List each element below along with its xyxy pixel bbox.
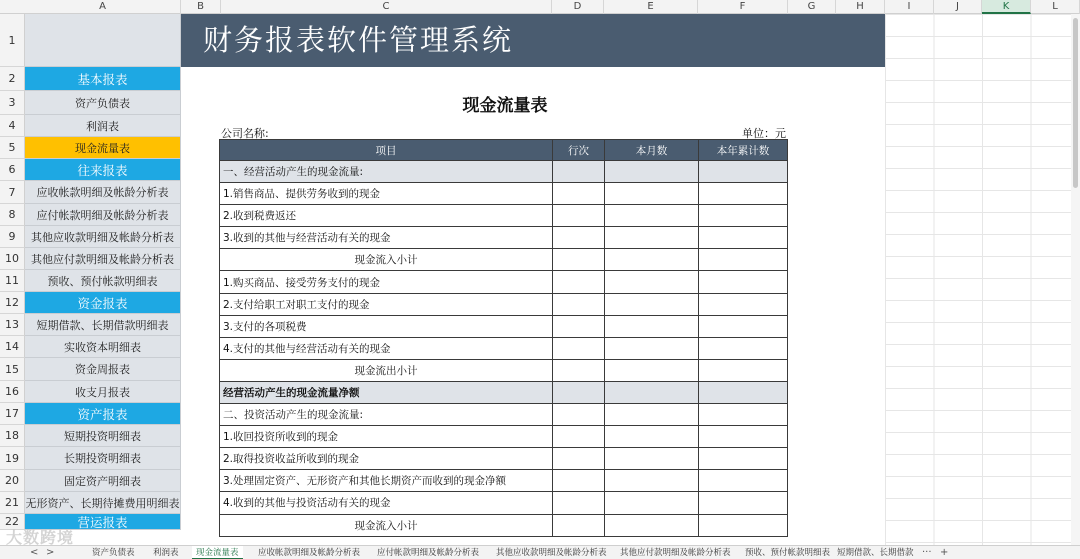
sheet-tab[interactable]: 应收帐款明细及帐龄分析表 <box>258 548 361 558</box>
sidebar-category[interactable]: 资产报表 <box>25 403 181 425</box>
row-header-9[interactable]: 9 <box>0 226 25 248</box>
sidebar-item[interactable]: 无形资产、长期待摊费用明细表 <box>25 492 181 514</box>
scrollbar-thumb[interactable] <box>1073 18 1078 188</box>
row-header-20[interactable]: 20 <box>0 470 25 492</box>
column-header-b[interactable]: B <box>181 0 221 14</box>
column-header-j[interactable]: J <box>934 0 982 14</box>
row-label-cell[interactable]: 二、投资活动产生的现金流量: <box>220 404 553 426</box>
value-cell[interactable] <box>699 161 788 183</box>
table-row <box>220 514 788 536</box>
sheet-tab[interactable]: 短期借款、长期借款 <box>837 548 914 558</box>
row-label-cell[interactable]: 现金流出小计 <box>220 359 553 381</box>
row-header-17[interactable]: 17 <box>0 403 25 425</box>
row-label-cell[interactable]: 3.收到的其他与经营活动有关的现金 <box>220 227 553 249</box>
value-cell[interactable] <box>605 183 699 205</box>
sidebar-category[interactable]: 往来报表 <box>25 159 181 181</box>
vertical-scrollbar[interactable] <box>1071 14 1080 545</box>
row-header-14[interactable]: 14 <box>0 336 25 358</box>
watermark: 大数跨境 <box>6 528 75 547</box>
table-row <box>220 205 788 227</box>
value-cell[interactable] <box>553 183 605 205</box>
table-row <box>220 359 788 381</box>
value-cell[interactable] <box>699 293 788 315</box>
row-label-cell[interactable]: 经营活动产生的现金流量净额 <box>220 381 553 403</box>
row-header-7[interactable]: 7 <box>0 181 25 204</box>
value-cell[interactable] <box>699 404 788 426</box>
table-header-cell: 本月数 <box>605 140 699 161</box>
table-row <box>220 249 788 271</box>
sidebar-item[interactable]: 其他应收款明细及帐龄分析表 <box>25 226 181 248</box>
value-cell[interactable] <box>605 381 699 403</box>
value-cell[interactable] <box>699 448 788 470</box>
row-header-2[interactable]: 2 <box>0 67 25 91</box>
table-row <box>220 315 788 337</box>
value-cell[interactable] <box>699 337 788 359</box>
sidebar-item[interactable]: 短期投资明细表 <box>25 425 181 447</box>
table-row <box>220 470 788 492</box>
sidebar-category[interactable]: 营运报表 <box>25 514 181 530</box>
value-cell[interactable] <box>553 381 605 403</box>
sidebar-item[interactable]: 现金流量表 <box>25 137 181 159</box>
row-label-cell[interactable]: 3.支付的各项税费 <box>220 315 553 337</box>
row-label-cell[interactable]: 1.销售商品、提供劳务收到的现金 <box>220 183 553 205</box>
value-cell[interactable] <box>605 492 699 514</box>
value-cell[interactable] <box>553 492 605 514</box>
table-row <box>220 426 788 448</box>
value-cell[interactable] <box>553 315 605 337</box>
value-cell[interactable] <box>605 205 699 227</box>
row-label-cell[interactable]: 1.收回投资所收到的现金 <box>220 426 553 448</box>
sheet-tab[interactable]: 利润表 <box>153 548 179 558</box>
column-header-bar <box>0 0 1080 14</box>
row-header-13[interactable]: 13 <box>0 314 25 336</box>
value-cell[interactable] <box>553 470 605 492</box>
row-header-16[interactable]: 16 <box>0 381 25 403</box>
table-row <box>220 227 788 249</box>
sidebar-item[interactable]: 短期借款、长期借款明细表 <box>25 314 181 336</box>
value-cell[interactable] <box>553 293 605 315</box>
value-cell[interactable] <box>699 249 788 271</box>
column-header-e[interactable]: E <box>604 0 698 14</box>
sidebar-item <box>25 14 181 67</box>
row-header-5[interactable]: 5 <box>0 137 25 159</box>
table-row <box>220 271 788 293</box>
unit-label: 单位：元 <box>742 127 786 140</box>
column-header-h[interactable]: H <box>836 0 885 14</box>
value-cell[interactable] <box>605 337 699 359</box>
value-cell[interactable] <box>605 227 699 249</box>
table-row <box>220 161 788 183</box>
column-header-c[interactable]: C <box>221 0 552 14</box>
row-header-10[interactable]: 10 <box>0 248 25 270</box>
value-cell[interactable] <box>699 227 788 249</box>
row-header-15[interactable]: 15 <box>0 358 25 381</box>
plus-icon[interactable]: + <box>940 547 949 558</box>
value-cell[interactable] <box>553 337 605 359</box>
table-header-cell: 本年累计数 <box>699 140 788 161</box>
sidebar-item[interactable]: 其他应付款明细及帐龄分析表 <box>25 248 181 270</box>
row-label-cell[interactable]: 2.取得投资收益所收到的现金 <box>220 448 553 470</box>
table-row <box>220 404 788 426</box>
sheet-tab[interactable]: 预收、预付帐款明细表 <box>745 548 831 558</box>
chevron-right-icon[interactable]: > <box>46 547 55 558</box>
table-row <box>220 183 788 205</box>
sidebar-item[interactable]: 收支月报表 <box>25 381 181 403</box>
sidebar-item[interactable]: 利润表 <box>25 115 181 137</box>
report-title: 现金流量表 <box>462 96 548 116</box>
row-header-3[interactable]: 3 <box>0 91 25 115</box>
value-cell[interactable] <box>605 161 699 183</box>
value-cell[interactable] <box>553 161 605 183</box>
sheet-tab[interactable]: 其他应收款明细及帐龄分析表 <box>496 548 607 558</box>
row-label-cell[interactable]: 4.支付的其他与经营活动有关的现金 <box>220 337 553 359</box>
row-label-cell[interactable]: 1.购买商品、接受劳务支付的现金 <box>220 271 553 293</box>
value-cell[interactable] <box>553 249 605 271</box>
value-cell[interactable] <box>699 514 788 536</box>
value-cell[interactable] <box>605 271 699 293</box>
row-header-18[interactable]: 18 <box>0 425 25 447</box>
sheet-tab[interactable]: 其他应付款明细及帐龄分析表 <box>620 548 731 558</box>
row-label-cell[interactable]: 现金流入小计 <box>220 249 553 271</box>
value-cell[interactable] <box>553 271 605 293</box>
table-row <box>220 381 788 403</box>
table-header-cell: 行次 <box>553 140 605 161</box>
value-cell[interactable] <box>605 426 699 448</box>
value-cell[interactable] <box>605 404 699 426</box>
row-label-cell[interactable]: 现金流入小计 <box>220 514 553 536</box>
row-header-11[interactable]: 11 <box>0 270 25 292</box>
banner-title: 财务报表软件管理系统 <box>181 14 885 67</box>
column-header-l[interactable]: L <box>1031 0 1080 14</box>
sheet-tab[interactable]: 应付帐款明细及帐龄分析表 <box>377 548 480 558</box>
sidebar-category[interactable]: 基本报表 <box>25 67 181 91</box>
table-header-cell: 项目 <box>220 140 553 161</box>
row-header-21[interactable]: 21 <box>0 492 25 514</box>
row-header-8[interactable]: 8 <box>0 204 25 226</box>
row-label-cell[interactable]: 4.收到的其他与投资活动有关的现金 <box>220 492 553 514</box>
row-header-4[interactable]: 4 <box>0 115 25 137</box>
row-label-cell[interactable]: 2.支付给职工对职工支付的现金 <box>220 293 553 315</box>
company-name-label: 公司名称: <box>221 127 269 140</box>
value-cell[interactable] <box>699 205 788 227</box>
value-cell[interactable] <box>699 381 788 403</box>
row-label-cell[interactable]: 3.处理固定资产、无形资产和其他长期资产而收到的现金净额 <box>220 470 553 492</box>
sidebar-item[interactable]: 长期投资明细表 <box>25 447 181 470</box>
sidebar-category[interactable]: 资金报表 <box>25 292 181 314</box>
value-cell[interactable] <box>699 426 788 448</box>
value-cell[interactable] <box>605 359 699 381</box>
value-cell[interactable] <box>699 271 788 293</box>
value-cell[interactable] <box>553 448 605 470</box>
row-header-6[interactable]: 6 <box>0 159 25 181</box>
value-cell[interactable] <box>699 315 788 337</box>
value-cell[interactable] <box>699 470 788 492</box>
value-cell[interactable] <box>553 359 605 381</box>
sidebar-item[interactable]: 应收帐款明细及帐龄分析表 <box>25 181 181 204</box>
sheet-tab[interactable]: 资产负债表 <box>92 548 135 558</box>
table-row <box>220 337 788 359</box>
value-cell[interactable] <box>605 470 699 492</box>
row-label-cell[interactable]: 2.收到税费返还 <box>220 205 553 227</box>
row-header-12[interactable]: 12 <box>0 292 25 314</box>
value-cell[interactable] <box>699 183 788 205</box>
value-cell[interactable] <box>699 359 788 381</box>
value-cell[interactable] <box>553 426 605 448</box>
value-cell[interactable] <box>699 492 788 514</box>
value-cell[interactable] <box>553 205 605 227</box>
sidebar-item[interactable]: 应付帐款明细及帐龄分析表 <box>25 204 181 226</box>
column-header-f[interactable]: F <box>698 0 788 14</box>
value-cell[interactable] <box>605 249 699 271</box>
sidebar-item[interactable]: 预收、预付帐款明细表 <box>25 270 181 292</box>
value-cell[interactable] <box>553 514 605 536</box>
value-cell[interactable] <box>605 514 699 536</box>
column-header-a[interactable]: A <box>25 0 181 14</box>
table-row <box>220 448 788 470</box>
row-header-1[interactable]: 1 <box>0 14 25 67</box>
value-cell[interactable] <box>553 404 605 426</box>
value-cell[interactable] <box>605 315 699 337</box>
sidebar-item[interactable]: 资金周报表 <box>25 358 181 381</box>
sheet-tab[interactable]: 现金流量表 <box>192 546 243 559</box>
sidebar-item[interactable]: 固定资产明细表 <box>25 470 181 492</box>
row-label-cell[interactable]: 一、经营活动产生的现金流量: <box>220 161 553 183</box>
cash-flow-table <box>219 139 788 537</box>
value-cell[interactable] <box>553 227 605 249</box>
row-header-19[interactable]: 19 <box>0 447 25 470</box>
column-header-g[interactable]: G <box>788 0 836 14</box>
value-cell[interactable] <box>605 448 699 470</box>
row-header-22[interactable]: 22 <box>0 514 25 530</box>
more-icon[interactable]: ··· <box>922 547 932 558</box>
table-row <box>220 293 788 315</box>
sidebar-item[interactable]: 资产负债表 <box>25 91 181 115</box>
column-header-d[interactable]: D <box>552 0 604 14</box>
sheet-tab-bar <box>0 545 1080 559</box>
table-row <box>220 492 788 514</box>
column-header-i[interactable]: I <box>885 0 934 14</box>
column-header-k[interactable]: K <box>982 0 1031 14</box>
chevron-left-icon[interactable]: < <box>30 547 39 558</box>
empty-grid[interactable] <box>885 14 1080 545</box>
sidebar-item[interactable]: 实收资本明细表 <box>25 336 181 358</box>
value-cell[interactable] <box>605 293 699 315</box>
